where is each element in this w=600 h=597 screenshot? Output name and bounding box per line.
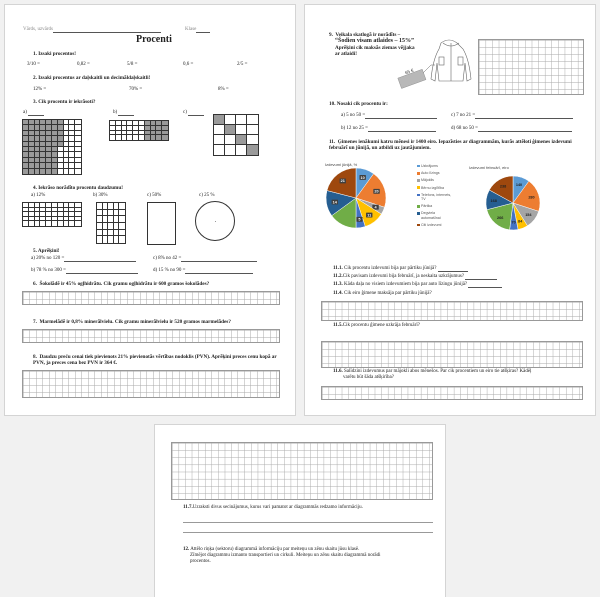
q10-item: d) 68 no 50 =: [451, 126, 572, 132]
q9-answer-grid[interactable]: [478, 39, 584, 95]
q1-item: 3/10 =: [27, 62, 40, 67]
legend-label: Citi izdevumi: [421, 222, 442, 227]
q11-4-question: 11.4. Cik eiro ģimene maksāja par pārtiku jūnijā?: [333, 291, 432, 296]
grid-cell: [225, 145, 236, 155]
grid-cell: [247, 115, 258, 125]
pie-chart-june: [325, 167, 387, 229]
q5-item: a) 20% no 120 =: [31, 256, 136, 262]
legend-item: [417, 164, 453, 168]
q4c-rectangle[interactable]: [147, 202, 176, 245]
grid-cell: [247, 125, 258, 135]
legend-swatch: [417, 165, 420, 168]
worksheet-page-1: [4, 4, 296, 416]
jacket-price-illustration: [383, 35, 473, 91]
grid-cell: [75, 169, 81, 174]
legend-item: [417, 223, 453, 227]
q4-part-label: b) 30%: [93, 193, 108, 198]
q1-item: 5/8 =: [127, 62, 138, 67]
legend-swatch: [417, 224, 420, 227]
q8-heading: 8. Daudzu preču cenai tiek pievienots 21% pievienotās vērtības nodoklis (PVN). Aprēķini preces cenu kopā ar PVN, ja preces cena bez PVN ir 364 €.: [33, 354, 277, 366]
legend-swatch: [417, 179, 420, 182]
q11-6-question-cont: varētu būt šāda atšķirība?: [343, 375, 394, 380]
data-label: 266: [496, 215, 504, 220]
q11-7-question: 11.7.Uzraksti divus secinājumus, kurus vari pamatot ar diagrammās redzamo informāciju.: [183, 505, 363, 510]
q6-heading: 6. Šokolādē ir 45% ogļhidrātu. Cik gramu ogļhidrātu ir 600 gramos šokolādes?: [33, 281, 210, 287]
grid-cell: [119, 230, 125, 237]
q3-part-b-label: b): [113, 110, 134, 116]
q8-answer-grid[interactable]: [22, 370, 280, 398]
grid-cell: [119, 216, 125, 223]
grid-cell: [214, 145, 225, 155]
q11-3-question: 11.3. Kāda daļa no visiem izdevumiem bija par auto līzingu jūnijā?: [333, 282, 502, 288]
legend-label: Mājoklis: [421, 178, 434, 183]
grid-cell: [119, 236, 125, 243]
grid-cell: [236, 135, 247, 145]
legend-label: Telefons, internets, TV: [421, 192, 452, 202]
data-label: 11: [367, 213, 372, 218]
legend-label: Pārtika: [421, 204, 433, 209]
legend-item: [417, 171, 453, 175]
q11-1-question: 11.1. Cik procentu izdevumi bija par pārtiku jūnijā?: [333, 266, 468, 272]
legend-label: Uzkrājums: [421, 164, 438, 168]
data-label: 140: [515, 182, 523, 187]
data-label: 4: [374, 205, 377, 210]
data-label: 84: [518, 219, 523, 224]
legend-label: Auto līzings: [421, 171, 440, 176]
worksheet-page-2: [304, 4, 596, 416]
q10-item: c) 7 no 21 =: [451, 113, 573, 119]
grid-cell: [214, 125, 225, 135]
data-label: 280: [528, 195, 535, 200]
chart-june-title: Izdevumi jūnijā, %: [325, 162, 358, 167]
q3a-shaded-grid: [22, 119, 82, 175]
q4-part-label: a) 12%: [31, 193, 46, 198]
q11-4-answer-grid[interactable]: [321, 301, 583, 321]
circle-center-dot: [215, 221, 216, 222]
data-label: 20: [374, 189, 379, 194]
worksheet-page-3: [154, 424, 446, 597]
legend-item: [417, 204, 453, 208]
data-label: 70: [511, 220, 516, 225]
q10-item: b) 12 no 25 =: [341, 126, 436, 132]
q10-item: a) 5 no 50 =: [341, 113, 437, 119]
grid-cell: [225, 115, 236, 125]
q1-heading: 1. Izsaki procentos!: [33, 51, 76, 57]
q12-question-line-2: Zīmējot diagrammu izmanto transportieri un cirkuli. Meiteņu un zēnu skaitu diagrammā norādi: [190, 553, 381, 558]
q4d-circle[interactable]: [195, 201, 235, 241]
q7-answer-grid[interactable]: [22, 329, 280, 343]
grid-cell: [236, 145, 247, 155]
q12-question-line-3: procentos.: [190, 559, 211, 564]
q4-heading: 4. Iekrāso norādīto procentu daudzumu!: [33, 185, 123, 191]
data-label: 10: [360, 175, 365, 180]
legend-item: [417, 186, 453, 190]
grid-cell: [247, 135, 258, 145]
q4-part-label: c) 25 %: [199, 193, 215, 198]
q3-part-c-label: c): [183, 110, 204, 116]
q11-6-question: 11.6. Salīdzini izdevumus par mājokli abos mēnešos. Par cik procentiem un eiro tie atšķiras? Kādēļ: [333, 369, 532, 374]
q6-answer-grid[interactable]: [22, 291, 280, 305]
q11-2-question: 11.2.Cik pavisam izdevumi bija februārī, ja neskaita uzkrājumus?: [333, 274, 497, 280]
q4-part-label: c) 50%: [147, 193, 162, 198]
legend-swatch: [417, 172, 420, 175]
legend-item: [417, 178, 453, 182]
legend-item: [417, 211, 453, 219]
q2-item: 70% =: [129, 87, 143, 92]
q1-item: 0,82 =: [77, 62, 90, 67]
q4a-colorable-grid[interactable]: [22, 202, 82, 227]
chart-legend: [417, 164, 453, 230]
q9-task-text: Aprēķini cik maksās ziemas vējjaka: [335, 45, 415, 51]
chart-february-title: Izdevumi februārī, eiro: [469, 165, 509, 170]
legend-swatch: [417, 186, 420, 189]
q9-sign-text: “Šodien visam atlaides – 15%”: [335, 38, 415, 44]
q5-item: c) 8% no 42 =: [153, 256, 257, 262]
grid-cell: [225, 135, 236, 145]
price-tag-label: 65 €: [404, 67, 415, 76]
data-label: 238: [499, 184, 507, 189]
q4b-colorable-grid[interactable]: [96, 202, 126, 244]
q12-question: 12. Attēlo riņķa (sektoru) diagrammā informāciju par meiteņu un zēnu skaitu jūsu klasē.: [183, 547, 360, 552]
q10-heading: 10. Nosaki cik procentu ir:: [329, 101, 388, 107]
q11-5-question: 11.5.Cik procentu ģimene uzkrāja februārī?: [333, 323, 420, 328]
grid-cell: [119, 210, 125, 217]
q11-5-answer-grid[interactable]: [321, 341, 583, 368]
class-field-label: Klase: [185, 27, 210, 33]
data-label: 5: [358, 217, 361, 222]
jacket-icon: [431, 40, 471, 81]
legend-label: Bērnu izglītība: [421, 185, 444, 190]
q2-heading: 2. Izsaki procentus ar daļskaitli un decimāldaļskaitli!: [33, 75, 151, 81]
legend-swatch: [417, 205, 420, 208]
q1-item: 0,6 =: [183, 62, 194, 67]
q3-part-a-label: a): [23, 110, 44, 116]
grid-cell: [214, 135, 225, 145]
grid-cell: [225, 125, 236, 135]
q5-item: b) 78 % no 300 =: [31, 268, 138, 274]
page-title: Procenti: [136, 34, 172, 45]
q3b-shaded-grid: [109, 120, 169, 141]
pie-chart-february: [485, 175, 541, 231]
q2-item: 12% =: [33, 87, 47, 92]
name-field-label: Vārds, uzvārds: [23, 27, 161, 33]
q11-heading: 11. Ģimenes ienākumi katru mēnesi ir 1400 eiro. Iepazīsties ar diagrammām, kurās attēloti ģimenes izdevumi februārī un jūnijā, un atbildi uz jautājumiem.: [329, 139, 572, 151]
q9-heading: 9. Veikala skatlogā ir norādīts –: [329, 32, 401, 38]
data-label: 168: [490, 198, 497, 203]
q1-item: 2/5 =: [237, 62, 248, 67]
data-label: 14: [332, 200, 337, 205]
q11-6-answer-grid[interactable]: [321, 386, 583, 400]
grid-cell: [236, 125, 247, 135]
q3-heading: 3. Cik procentu ir iekrāsoti?: [33, 99, 96, 105]
legend-swatch: [417, 212, 420, 215]
legend-item: [417, 193, 453, 201]
grid-cell: [236, 115, 247, 125]
q5-heading: 5. Aprēķini!: [33, 248, 60, 254]
grid-cell: [119, 223, 125, 230]
legend-swatch: [417, 194, 420, 197]
q11-7-answer-line-2[interactable]: [183, 532, 433, 533]
q5-item: d) 15 % no 90 =: [153, 268, 253, 274]
grid-cell: [75, 221, 81, 226]
legend-label: Degviela automašīnai: [421, 211, 441, 220]
q2-item: 8% =: [218, 87, 229, 92]
data-label: 21: [340, 179, 345, 184]
q7-heading: 7. Marmelādē ir 0,8% minerālvielu. Cik gramu minerālvielu ir 520 gramos marmelādes?: [33, 319, 231, 325]
grid-cell: [247, 145, 258, 155]
grid-cell: [119, 203, 125, 210]
q3c-shaded-grid: [213, 114, 259, 156]
grid-cell: [162, 135, 168, 140]
q11-6-answer-grid-cont[interactable]: [171, 442, 433, 500]
grid-cell: [214, 115, 225, 125]
q11-7-answer-line-1[interactable]: [183, 522, 433, 523]
data-label: 154: [525, 213, 532, 218]
q9-task-text-2: ar atlaidi!: [335, 51, 357, 57]
